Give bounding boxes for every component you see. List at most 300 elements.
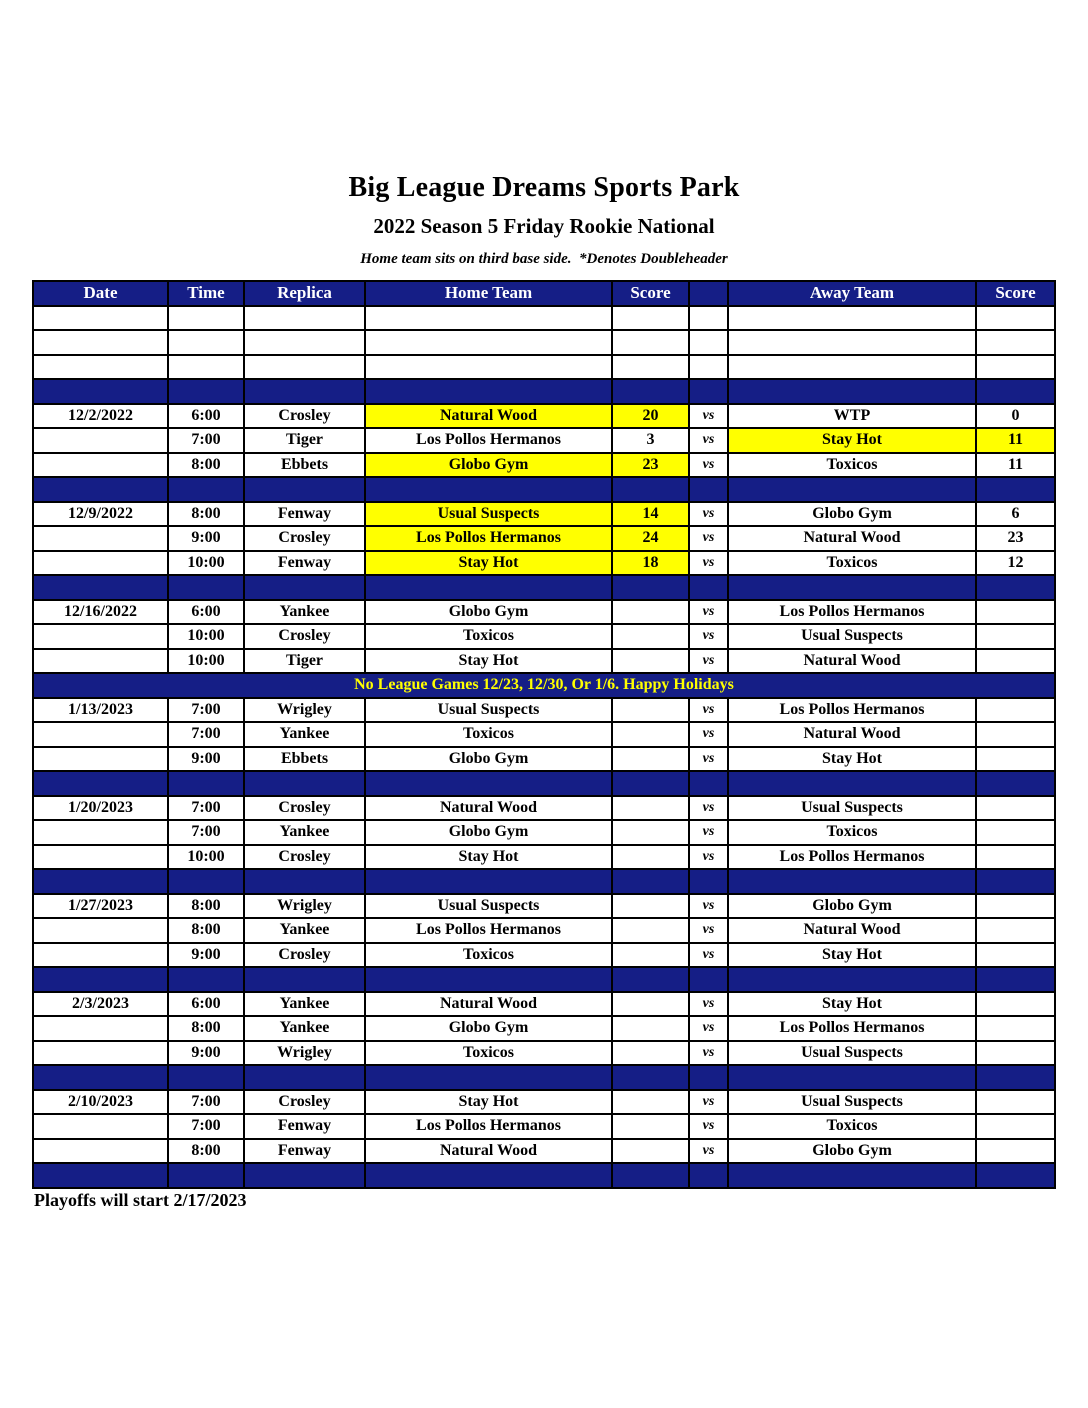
replica-cell: Fenway: [244, 502, 365, 527]
time-cell: 9:00: [168, 943, 244, 968]
away-score-cell: [976, 1016, 1055, 1041]
game-row: [33, 1090, 1055, 1115]
game-row: [33, 894, 1055, 919]
vs-cell: vs: [689, 992, 728, 1017]
away-team-cell: Natural Wood: [728, 722, 976, 747]
date-cell: [33, 1016, 168, 1041]
time-cell: 6:00: [168, 404, 244, 429]
separator-cell: [728, 1163, 976, 1188]
away-team-cell: WTP: [728, 404, 976, 429]
separator-row: [33, 869, 1055, 894]
date-cell: 12/9/2022: [33, 502, 168, 527]
time-cell: 8:00: [168, 894, 244, 919]
away-score-cell: [976, 992, 1055, 1017]
separator-cell: [33, 869, 168, 894]
away-team-cell: Toxicos: [728, 1114, 976, 1139]
blank-cell: [689, 306, 728, 331]
home-score-cell: [612, 1041, 689, 1066]
away-score-cell: [976, 600, 1055, 625]
separator-cell: [976, 379, 1055, 404]
home-score-cell: [612, 747, 689, 772]
column-header-replica: Replica: [244, 281, 365, 306]
blank-cell: [689, 355, 728, 380]
away-team-cell: Natural Wood: [728, 526, 976, 551]
separator-cell: [612, 575, 689, 600]
separator-cell: [728, 477, 976, 502]
separator-cell: [168, 1163, 244, 1188]
separator-cell: [168, 1065, 244, 1090]
away-team-cell: Stay Hot: [728, 992, 976, 1017]
game-row: [33, 918, 1055, 943]
replica-cell: Fenway: [244, 1139, 365, 1164]
away-team-cell: Usual Suspects: [728, 1041, 976, 1066]
blank-cell: [976, 306, 1055, 331]
away-score-cell: [976, 918, 1055, 943]
vs-cell: vs: [689, 1041, 728, 1066]
home-score-cell: [612, 820, 689, 845]
vs-cell: vs: [689, 624, 728, 649]
time-cell: 6:00: [168, 992, 244, 1017]
home-team-cell: Globo Gym: [365, 600, 612, 625]
away-score-cell: [976, 698, 1055, 723]
banner-cell: No League Games 12/23, 12/30, Or 1/6. Happy Holidays: [33, 673, 1055, 698]
away-score-cell: [976, 1090, 1055, 1115]
column-header-home-score: Score: [612, 281, 689, 306]
separator-cell: [33, 575, 168, 600]
away-score-cell: [976, 747, 1055, 772]
replica-cell: Ebbets: [244, 453, 365, 478]
separator-cell: [728, 575, 976, 600]
separator-cell: [244, 1065, 365, 1090]
home-score-cell: 18: [612, 551, 689, 576]
replica-cell: Yankee: [244, 820, 365, 845]
blank-cell: [244, 330, 365, 355]
replica-cell: Crosley: [244, 796, 365, 821]
blank-cell: [365, 330, 612, 355]
blank-cell: [365, 306, 612, 331]
page-title: Big League Dreams Sports Park: [348, 172, 740, 203]
vs-cell: vs: [689, 600, 728, 625]
blank-cell: [244, 355, 365, 380]
home-team-cell: Usual Suspects: [365, 502, 612, 527]
date-cell: [33, 845, 168, 870]
separator-cell: [365, 379, 612, 404]
separator-cell: [168, 379, 244, 404]
replica-cell: Wrigley: [244, 698, 365, 723]
separator-cell: [244, 1163, 365, 1188]
home-score-cell: [612, 1114, 689, 1139]
game-row: [33, 502, 1055, 527]
home-team-cell: Natural Wood: [365, 404, 612, 429]
game-row: [33, 1041, 1055, 1066]
date-cell: [33, 943, 168, 968]
separator-cell: [689, 477, 728, 502]
date-cell: [33, 747, 168, 772]
home-score-cell: [612, 722, 689, 747]
separator-cell: [168, 869, 244, 894]
vs-cell: vs: [689, 404, 728, 429]
separator-row: [33, 967, 1055, 992]
home-score-cell: [612, 624, 689, 649]
date-cell: [33, 722, 168, 747]
blank-row: [33, 355, 1055, 380]
separator-cell: [244, 379, 365, 404]
blank-cell: [612, 330, 689, 355]
time-cell: 7:00: [168, 1114, 244, 1139]
home-team-cell: Stay Hot: [365, 1090, 612, 1115]
game-row: [33, 820, 1055, 845]
home-score-cell: 24: [612, 526, 689, 551]
vs-cell: vs: [689, 453, 728, 478]
replica-cell: Fenway: [244, 1114, 365, 1139]
blank-cell: [168, 355, 244, 380]
time-cell: 7:00: [168, 796, 244, 821]
separator-row: [33, 379, 1055, 404]
separator-row: [33, 1163, 1055, 1188]
away-team-cell: Usual Suspects: [728, 796, 976, 821]
separator-cell: [728, 379, 976, 404]
home-score-cell: [612, 1090, 689, 1115]
vs-cell: vs: [689, 428, 728, 453]
home-score-cell: 23: [612, 453, 689, 478]
away-team-cell: Toxicos: [728, 820, 976, 845]
date-cell: [33, 649, 168, 674]
replica-cell: Wrigley: [244, 894, 365, 919]
separator-cell: [33, 967, 168, 992]
date-cell: [33, 820, 168, 845]
separator-cell: [689, 1065, 728, 1090]
date-cell: [33, 1139, 168, 1164]
separator-row: [33, 477, 1055, 502]
blank-cell: [33, 355, 168, 380]
away-score-cell: [976, 624, 1055, 649]
home-team-cell: Globo Gym: [365, 453, 612, 478]
game-row: [33, 796, 1055, 821]
away-score-cell: [976, 649, 1055, 674]
separator-cell: [612, 967, 689, 992]
vs-cell: vs: [689, 649, 728, 674]
vs-cell: vs: [689, 845, 728, 870]
home-score-cell: [612, 992, 689, 1017]
date-cell: [33, 428, 168, 453]
separator-cell: [168, 477, 244, 502]
column-header-home-team: Home Team: [365, 281, 612, 306]
blank-cell: [728, 306, 976, 331]
separator-cell: [365, 771, 612, 796]
blank-cell: [168, 330, 244, 355]
blank-cell: [976, 355, 1055, 380]
blank-row: [33, 306, 1055, 331]
blank-cell: [365, 355, 612, 380]
separator-cell: [365, 1065, 612, 1090]
game-row: [33, 1114, 1055, 1139]
vs-cell: vs: [689, 698, 728, 723]
separator-cell: [976, 1163, 1055, 1188]
date-cell: 12/16/2022: [33, 600, 168, 625]
game-row: [33, 600, 1055, 625]
away-team-cell: Usual Suspects: [728, 624, 976, 649]
away-score-cell: 11: [976, 428, 1055, 453]
replica-cell: Crosley: [244, 845, 365, 870]
away-score-cell: 6: [976, 502, 1055, 527]
playoffs-note: Playoffs will start 2/17/2023: [34, 1190, 247, 1210]
replica-cell: Ebbets: [244, 747, 365, 772]
separator-cell: [976, 869, 1055, 894]
game-row: [33, 943, 1055, 968]
separator-row: [33, 1065, 1055, 1090]
replica-cell: Yankee: [244, 1016, 365, 1041]
separator-cell: [612, 771, 689, 796]
column-header-time: Time: [168, 281, 244, 306]
away-team-cell: Los Pollos Hermanos: [728, 1016, 976, 1041]
away-team-cell: Stay Hot: [728, 943, 976, 968]
vs-cell: vs: [689, 894, 728, 919]
date-cell: 1/13/2023: [33, 698, 168, 723]
vs-cell: vs: [689, 943, 728, 968]
time-cell: 8:00: [168, 1139, 244, 1164]
separator-cell: [33, 379, 168, 404]
replica-cell: Yankee: [244, 918, 365, 943]
header-row: [33, 281, 1055, 306]
blank-cell: [976, 330, 1055, 355]
home-team-cell: Natural Wood: [365, 1139, 612, 1164]
time-cell: 10:00: [168, 551, 244, 576]
date-cell: [33, 526, 168, 551]
home-score-cell: [612, 894, 689, 919]
separator-cell: [689, 575, 728, 600]
time-cell: 7:00: [168, 698, 244, 723]
replica-cell: Crosley: [244, 1090, 365, 1115]
replica-cell: Crosley: [244, 943, 365, 968]
separator-cell: [244, 771, 365, 796]
game-row: [33, 1016, 1055, 1041]
home-team-cell: Toxicos: [365, 943, 612, 968]
separator-cell: [612, 379, 689, 404]
vs-cell: vs: [689, 1139, 728, 1164]
separator-row: [33, 575, 1055, 600]
home-team-cell: Stay Hot: [365, 845, 612, 870]
home-team-note: Home team sits on third base side. *Denotes Doubleheader: [360, 251, 728, 267]
home-team-cell: Globo Gym: [365, 820, 612, 845]
separator-row: [33, 771, 1055, 796]
blank-cell: [244, 306, 365, 331]
away-score-cell: [976, 1114, 1055, 1139]
date-cell: [33, 453, 168, 478]
away-team-cell: Natural Wood: [728, 918, 976, 943]
blank-cell: [612, 355, 689, 380]
time-cell: 8:00: [168, 1016, 244, 1041]
replica-cell: Tiger: [244, 649, 365, 674]
blank-row: [33, 330, 1055, 355]
game-row: [33, 1139, 1055, 1164]
separator-cell: [728, 771, 976, 796]
game-row: [33, 698, 1055, 723]
vs-cell: vs: [689, 918, 728, 943]
date-cell: [33, 1041, 168, 1066]
away-team-cell: Stay Hot: [728, 747, 976, 772]
away-score-cell: [976, 820, 1055, 845]
time-cell: 8:00: [168, 918, 244, 943]
away-score-cell: [976, 894, 1055, 919]
separator-cell: [244, 575, 365, 600]
time-cell: 10:00: [168, 845, 244, 870]
time-cell: 10:00: [168, 624, 244, 649]
home-score-cell: [612, 600, 689, 625]
time-cell: 9:00: [168, 526, 244, 551]
separator-cell: [365, 1163, 612, 1188]
replica-cell: Crosley: [244, 526, 365, 551]
separator-cell: [689, 967, 728, 992]
separator-cell: [244, 967, 365, 992]
game-row: [33, 845, 1055, 870]
separator-cell: [365, 967, 612, 992]
vs-cell: vs: [689, 502, 728, 527]
away-score-cell: [976, 722, 1055, 747]
date-cell: 2/3/2023: [33, 992, 168, 1017]
vs-cell: vs: [689, 747, 728, 772]
vs-cell: vs: [689, 1090, 728, 1115]
home-team-cell: Stay Hot: [365, 649, 612, 674]
home-team-cell: Los Pollos Hermanos: [365, 1114, 612, 1139]
separator-cell: [689, 379, 728, 404]
replica-cell: Yankee: [244, 600, 365, 625]
game-row: [33, 747, 1055, 772]
separator-cell: [168, 967, 244, 992]
time-cell: 6:00: [168, 600, 244, 625]
date-cell: 1/20/2023: [33, 796, 168, 821]
away-score-cell: [976, 1041, 1055, 1066]
home-team-cell: Usual Suspects: [365, 894, 612, 919]
time-cell: 9:00: [168, 1041, 244, 1066]
home-team-cell: Natural Wood: [365, 796, 612, 821]
separator-cell: [168, 575, 244, 600]
date-cell: 2/10/2023: [33, 1090, 168, 1115]
time-cell: 8:00: [168, 453, 244, 478]
blank-cell: [728, 330, 976, 355]
home-score-cell: 20: [612, 404, 689, 429]
home-team-cell: Natural Wood: [365, 992, 612, 1017]
separator-cell: [612, 869, 689, 894]
separator-cell: [33, 771, 168, 796]
time-cell: 7:00: [168, 722, 244, 747]
column-header-vs-spacer: [689, 281, 728, 306]
date-cell: [33, 551, 168, 576]
game-row: [33, 453, 1055, 478]
separator-cell: [976, 967, 1055, 992]
date-cell: [33, 918, 168, 943]
replica-cell: Yankee: [244, 992, 365, 1017]
home-team-cell: Globo Gym: [365, 1016, 612, 1041]
home-score-cell: [612, 845, 689, 870]
home-team-cell: Toxicos: [365, 624, 612, 649]
away-score-cell: 12: [976, 551, 1055, 576]
date-cell: [33, 624, 168, 649]
away-team-cell: Globo Gym: [728, 894, 976, 919]
time-cell: 10:00: [168, 649, 244, 674]
separator-cell: [728, 1065, 976, 1090]
separator-cell: [689, 1163, 728, 1188]
separator-cell: [612, 1065, 689, 1090]
away-team-cell: Usual Suspects: [728, 1090, 976, 1115]
game-row: [33, 428, 1055, 453]
blank-cell: [33, 306, 168, 331]
replica-cell: Yankee: [244, 722, 365, 747]
separator-cell: [976, 771, 1055, 796]
home-team-cell: Globo Gym: [365, 747, 612, 772]
game-row: [33, 992, 1055, 1017]
away-team-cell: Toxicos: [728, 551, 976, 576]
replica-cell: Tiger: [244, 428, 365, 453]
game-row: [33, 551, 1055, 576]
away-team-cell: Los Pollos Hermanos: [728, 698, 976, 723]
vs-cell: vs: [689, 526, 728, 551]
home-team-cell: Stay Hot: [365, 551, 612, 576]
home-team-cell: Usual Suspects: [365, 698, 612, 723]
game-row: [33, 404, 1055, 429]
game-row: [33, 722, 1055, 747]
home-score-cell: [612, 943, 689, 968]
game-row: [33, 526, 1055, 551]
game-row: [33, 649, 1055, 674]
home-score-cell: [612, 1139, 689, 1164]
away-team-cell: Stay Hot: [728, 428, 976, 453]
blank-cell: [168, 306, 244, 331]
separator-cell: [168, 771, 244, 796]
away-team-cell: Globo Gym: [728, 1139, 976, 1164]
away-score-cell: [976, 943, 1055, 968]
home-team-cell: Los Pollos Hermanos: [365, 918, 612, 943]
away-team-cell: Natural Wood: [728, 649, 976, 674]
away-team-cell: Toxicos: [728, 453, 976, 478]
date-cell: [33, 1114, 168, 1139]
time-cell: 7:00: [168, 820, 244, 845]
away-score-cell: 11: [976, 453, 1055, 478]
away-team-cell: Los Pollos Hermanos: [728, 600, 976, 625]
separator-cell: [33, 1163, 168, 1188]
vs-cell: vs: [689, 722, 728, 747]
home-score-cell: [612, 796, 689, 821]
separator-cell: [976, 1065, 1055, 1090]
game-row: [33, 624, 1055, 649]
season-subtitle: 2022 Season 5 Friday Rookie National: [373, 214, 715, 238]
home-score-cell: [612, 649, 689, 674]
blank-cell: [612, 306, 689, 331]
separator-cell: [365, 477, 612, 502]
blank-cell: [689, 330, 728, 355]
home-team-cell: Toxicos: [365, 722, 612, 747]
blank-cell: [33, 330, 168, 355]
time-cell: 8:00: [168, 502, 244, 527]
separator-cell: [365, 575, 612, 600]
home-team-cell: Toxicos: [365, 1041, 612, 1066]
separator-cell: [976, 575, 1055, 600]
replica-cell: Crosley: [244, 624, 365, 649]
away-score-cell: 23: [976, 526, 1055, 551]
replica-cell: Wrigley: [244, 1041, 365, 1066]
date-cell: 12/2/2022: [33, 404, 168, 429]
separator-cell: [689, 771, 728, 796]
separator-cell: [244, 869, 365, 894]
schedule-table: [32, 280, 1056, 1189]
separator-cell: [33, 477, 168, 502]
home-score-cell: [612, 918, 689, 943]
separator-cell: [728, 869, 976, 894]
home-score-cell: 14: [612, 502, 689, 527]
vs-cell: vs: [689, 551, 728, 576]
column-header-away-score: Score: [976, 281, 1055, 306]
away-score-cell: [976, 1139, 1055, 1164]
home-team-cell: Los Pollos Hermanos: [365, 428, 612, 453]
